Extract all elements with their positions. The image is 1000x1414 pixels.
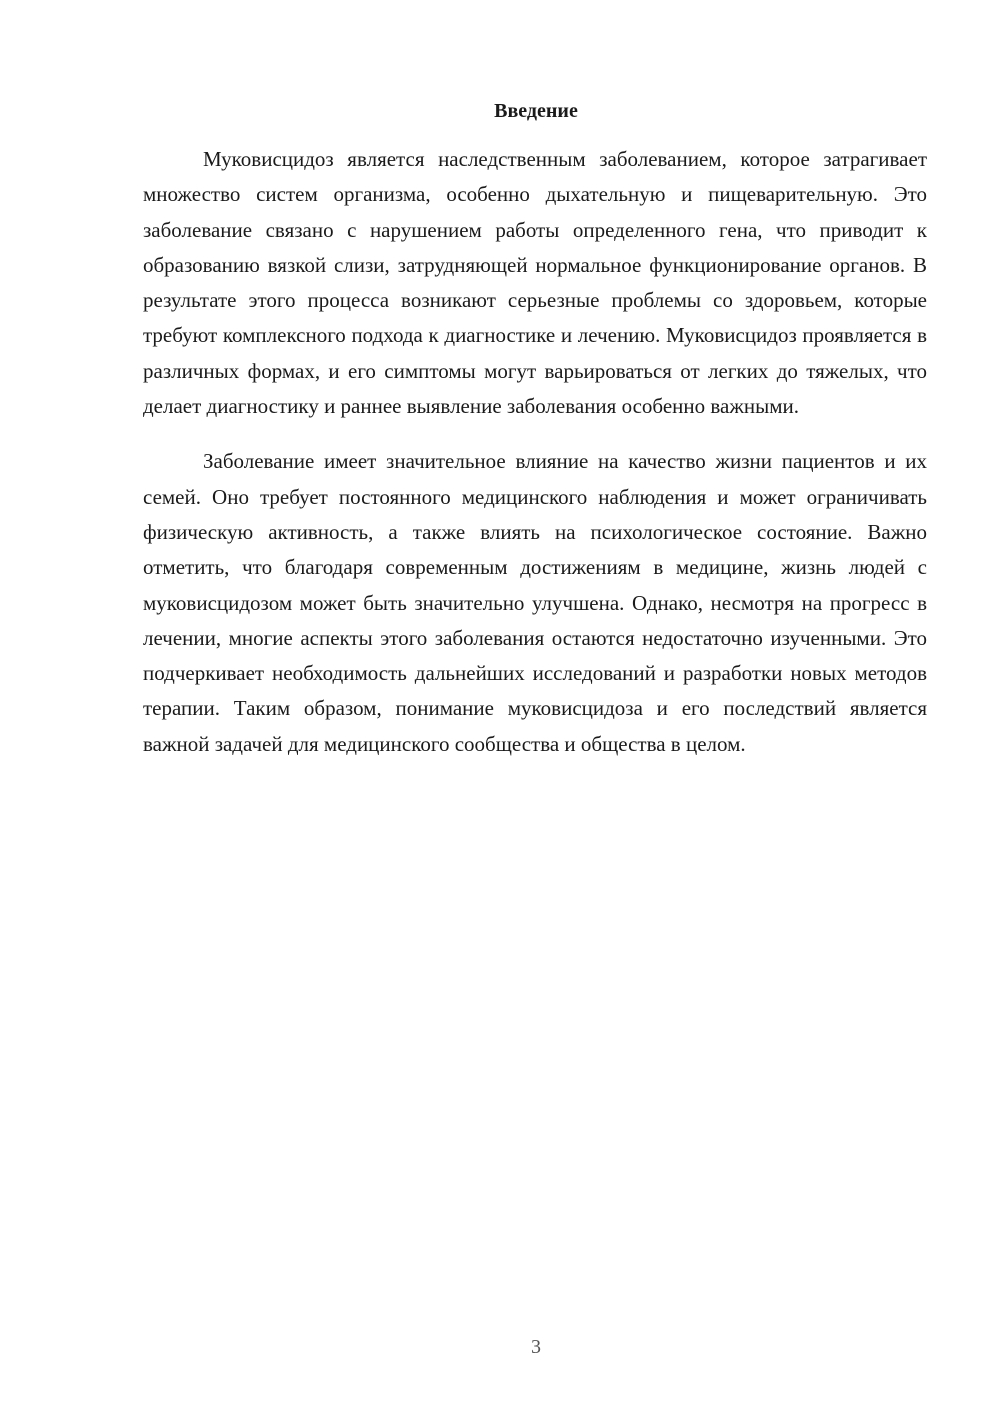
body-text bbox=[143, 142, 927, 762]
paragraph-1: Муковисцидоз является наследственным заболеванием, которое затрагивает множество систем организма, особенно дыхательную и пищеварительную. Это заболевание связано с нарушением работы определенного гена, что приводит к образованию вязкой слизи, затрудняющей нормальное функционирование органов. В результате этого процесса возникают серьезные проблемы со здоровьем, которые требуют комплексного подхода к диагностике и лечению. Муковисцидоз проявляется в различных формах, и его симптомы могут варьироваться от легких до тяжелых, что делает диагностику и раннее выявление заболевания особенно важными. bbox=[143, 147, 927, 419]
page-number: 3 bbox=[531, 1336, 541, 1358]
section-title: Введение bbox=[494, 100, 578, 122]
paragraph-2: Заболевание имеет значительное влияние на качество жизни пациентов и их семей. Оно требует постоянного медицинского наблюдения и может ограничивать физическую активность, а также влиять на психологическое состояние. Важно отметить, что благодаря современным достижениям в медицине, жизнь людей с муковисцидозом может быть значительно улучшена. Однако, несмотря на прогресс в лечении, многие аспекты этого заболевания остаются недостаточно изученными. Это подчеркивает необходимость дальнейших исследований и разработки новых методов терапии. Таким образом, понимание муковисцидоза и его последствий является важной задачей для медицинского сообщества и общества в целом. bbox=[143, 449, 927, 756]
